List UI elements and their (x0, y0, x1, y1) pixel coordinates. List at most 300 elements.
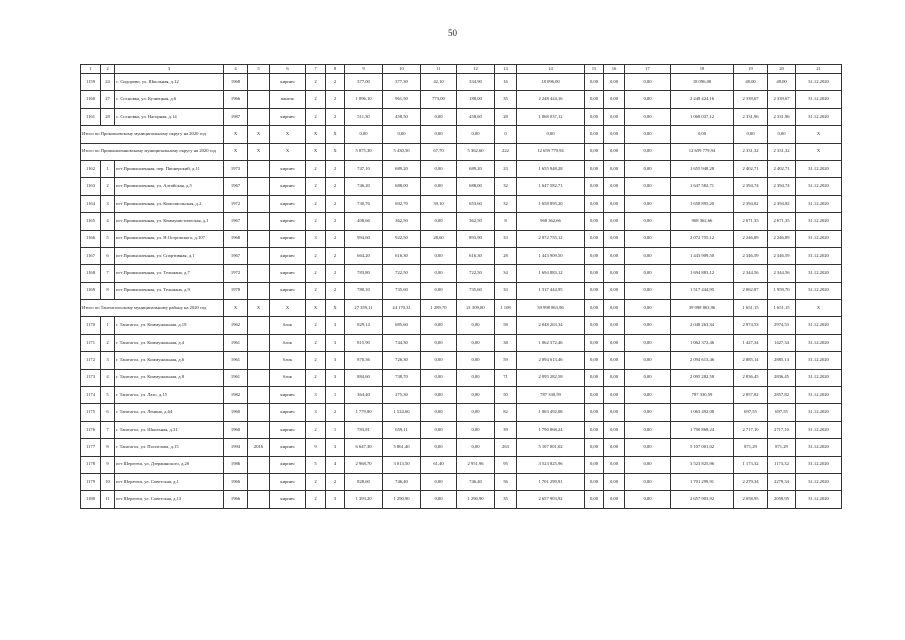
table-cell: 2 (306, 473, 326, 490)
table-cell: 1967 (224, 178, 248, 195)
table-cell: 458,60 (457, 108, 495, 125)
table-cell: 48,00 (768, 74, 796, 91)
table-cell (248, 334, 270, 351)
table-cell: 59 (495, 352, 517, 369)
column-number: 14 (517, 65, 585, 74)
table-row (81, 456, 842, 473)
table-cell: кирпич (270, 404, 306, 421)
table-cell: 35 (495, 491, 517, 508)
table-cell: 2 (326, 160, 345, 177)
table-cell: 0,00 (625, 282, 671, 299)
table-cell: 1 647 582,71 (517, 178, 585, 195)
table-cell: 0,00 (585, 230, 604, 247)
table-cell: 1159 (81, 74, 101, 91)
table-cell: 2 (326, 195, 345, 212)
table-cell: 0 (495, 126, 517, 143)
table-cell: 0,00 (625, 352, 671, 369)
table-cell: с. Сосновка, ул. Кузнецкая, д.6 (115, 91, 224, 108)
table-cell: 1987 (224, 108, 248, 125)
table-cell: 1967 (224, 247, 248, 264)
table-cell: 688,00 (383, 178, 421, 195)
table-cell: 689,20 (383, 160, 421, 177)
table-cell: 31.12.2020 (796, 213, 842, 230)
table-cell: 2 857,82 (734, 387, 768, 404)
table-cell: 0,00 (604, 404, 625, 421)
table-cell: 0,00 (625, 74, 671, 91)
table-cell: 3 523 825,96 (517, 456, 585, 473)
table-cell: 0,00 (671, 126, 734, 143)
table-cell: 0,00 (421, 421, 457, 438)
table-cell: 2 (326, 213, 345, 230)
table-cell: 1994 (224, 439, 248, 456)
table-row (81, 317, 842, 334)
table-cell: 2 072 755,12 (671, 230, 734, 247)
table-cell: 0,00 (604, 91, 625, 108)
table-cell: 0,00 (625, 178, 671, 195)
table-cell: 5 430,50 (383, 143, 421, 160)
table-cell: 511,30 (345, 108, 383, 125)
table-cell: 0,00 (585, 334, 604, 351)
table-cell: 2 246,89 (734, 230, 768, 247)
table-cell: 2 248 424,16 (517, 91, 585, 108)
table-cell: 2 (326, 265, 345, 282)
table-cell (248, 247, 270, 264)
table-cell: 1 062 372,46 (671, 334, 734, 351)
table-cell (248, 230, 270, 247)
table-cell: с. Сидорово, ул. Школьная, д.12 (115, 74, 224, 91)
column-number: 1 (81, 65, 101, 74)
table-cell: 82 (495, 404, 517, 421)
column-number: 3 (115, 65, 224, 74)
table-cell: 773,00 (421, 91, 457, 108)
table-cell: 1 655 948,28 (517, 160, 585, 177)
table-cell: 1174 (81, 387, 101, 404)
table-cell: 12 659 779,94 (517, 143, 585, 160)
summary-label: Итого по Прокопьевскому муниципальному округу на 2020 год (81, 126, 224, 143)
table-cell: 747,10 (345, 160, 383, 177)
table-cell: 0,00 (625, 91, 671, 108)
table-cell: 7 (101, 421, 115, 438)
table-cell: 1427,34 (768, 334, 796, 351)
table-cell: 2 (326, 282, 345, 299)
table-cell: пгт Шерегеш, ул. Советская, д.13 (115, 491, 224, 508)
table-cell: 1986 (224, 456, 248, 473)
table-cell: пгт Промышленная, ул. Спортивная, д.1 (115, 247, 224, 264)
table-cell: 8 (101, 282, 115, 299)
table-cell: 8 (101, 439, 115, 456)
table-cell: 0,00 (421, 265, 457, 282)
table-cell: блок (270, 317, 306, 334)
table-cell: пгт Промышленная, ул. Тельмана, д.7 (115, 265, 224, 282)
table-cell: 1961 (224, 334, 248, 351)
table-cell: X (796, 300, 842, 317)
column-number: 5 (248, 65, 270, 74)
table-cell: 0,00 (604, 126, 625, 143)
table-cell: 871,29 (734, 439, 768, 456)
table-cell: 0,00 (585, 91, 604, 108)
table-cell: 58 (495, 317, 517, 334)
table-cell: 61,40 (421, 456, 457, 473)
table-cell: 31.12.2020 (796, 439, 842, 456)
table-cell: 0,00 (625, 317, 671, 334)
table-cell: 0,00 (585, 456, 604, 473)
table-cell: кирпич (270, 160, 306, 177)
table-cell: 0,00 (585, 439, 604, 456)
table-cell: 3 (306, 387, 326, 404)
table-cell: 1172 (81, 352, 101, 369)
table-cell: 0,00 (625, 195, 671, 212)
table-cell: X (306, 126, 326, 143)
table-cell (248, 352, 270, 369)
table-cell: 1165 (81, 213, 101, 230)
table-cell: 2 (306, 352, 326, 369)
table-cell: 31.12.2020 (796, 491, 842, 508)
table-row (81, 178, 842, 195)
table-cell: 222 (495, 143, 517, 160)
table-cell: 2 885,14 (734, 352, 768, 369)
table-cell: 0,00 (604, 439, 625, 456)
table-cell: 1 651,15 (768, 300, 796, 317)
table-cell: 0,00 (604, 317, 625, 334)
summary-row (81, 126, 842, 143)
table-cell: 5 875,30 (345, 143, 383, 160)
table-cell: 0,00 (457, 126, 495, 143)
table-cell: 783,80 (345, 265, 383, 282)
table-cell: 10 (101, 473, 115, 490)
table-cell: 3 (101, 352, 115, 369)
table-cell: 0,00 (625, 247, 671, 264)
table-cell: 1962 (224, 317, 248, 334)
table-cell: 2885,14 (768, 352, 796, 369)
table-cell (248, 317, 270, 334)
table-cell: 39 998 863,96 (517, 300, 585, 317)
table-row (81, 91, 842, 108)
table-cell: 39 (495, 421, 517, 438)
table-cell: 0,00 (604, 352, 625, 369)
table-cell: 2 394,82 (768, 195, 796, 212)
table-cell: блок (270, 369, 306, 386)
table-cell: 1 694 883,12 (671, 265, 734, 282)
table-row (81, 230, 842, 247)
table-cell: 0,00 (585, 404, 604, 421)
table-cell: 0,00 (585, 473, 604, 490)
table-cell: X (224, 143, 248, 160)
table-cell: 2058,95 (768, 491, 796, 508)
table-cell: 870,36 (345, 352, 383, 369)
table-cell: 2 095 282,58 (671, 369, 734, 386)
table-cell: 0,00 (604, 178, 625, 195)
table-cell: 0,00 (457, 439, 495, 456)
table-cell: 6 (101, 404, 115, 421)
table-cell: 1 694 883,12 (517, 265, 585, 282)
table-cell: 0,00 (457, 387, 495, 404)
table-cell: 1 (101, 160, 115, 177)
table-cell: 2 062,87 (734, 282, 768, 299)
table-cell: 0,00 (585, 421, 604, 438)
table-cell: 0,00 (585, 247, 604, 264)
table-cell (248, 387, 270, 404)
table-cell: X (270, 300, 306, 317)
table-cell: X (326, 300, 345, 317)
table-cell: 28 (495, 108, 517, 125)
table-cell: 0,00 (585, 317, 604, 334)
table-cell: 2 671,35 (734, 213, 768, 230)
table-cell: 28 (495, 247, 517, 264)
table-cell: с. Сосновка, ул. Нагорная, д.14 (115, 108, 224, 125)
table-cell: 1173 (81, 369, 101, 386)
table-cell: 24 (101, 74, 115, 91)
table-cell: 0,00 (421, 160, 457, 177)
table-cell: 4 (101, 213, 115, 230)
table-cell: 4 (326, 456, 345, 473)
table-row (81, 334, 842, 351)
table-cell: кирпич (270, 439, 306, 456)
table-cell: 659,11 (383, 421, 421, 438)
table-cell: 5 107 001,02 (671, 439, 734, 456)
table-cell: 2 (306, 247, 326, 264)
table-cell: 0,00 (604, 74, 625, 91)
table-cell: 2 (306, 491, 326, 508)
table-cell: 0,00 (625, 369, 671, 386)
table-cell: 3 (326, 334, 345, 351)
table-cell: 1175 (81, 404, 101, 421)
table-cell: кирпич (270, 178, 306, 195)
table-cell: 5 861,40 (383, 439, 421, 456)
table-cell: 1173,32 (768, 456, 796, 473)
table-cell: 2 968,70 (345, 456, 383, 473)
column-number: 9 (345, 65, 383, 74)
table-cell: 5 (101, 387, 115, 404)
table-cell: 0,00 (625, 230, 671, 247)
table-cell: 893,90 (457, 230, 495, 247)
table-cell: 1968 (224, 230, 248, 247)
table-cell: 1160 (81, 91, 101, 108)
table-cell: 38 (495, 334, 517, 351)
table-cell: 746,40 (383, 473, 421, 490)
table-cell: 1170 (81, 317, 101, 334)
table-cell: X (224, 300, 248, 317)
table-cell: пгт Промышленная, пер. Пионерский, д.11 (115, 160, 224, 177)
table-cell: 95 (495, 456, 517, 473)
table-cell: 31.12.2020 (796, 404, 842, 421)
table-cell: 0,00 (457, 369, 495, 386)
table-cell: 2 058,95 (734, 491, 768, 508)
table-cell: 1177 (81, 439, 101, 456)
table-cell: 1 063 492,08 (671, 404, 734, 421)
table-cell: 2 394,74 (768, 178, 796, 195)
table-cell: 362,50 (383, 213, 421, 230)
table-cell: 2 402,71 (734, 160, 768, 177)
table-cell: 3 (326, 439, 345, 456)
table-cell: 28 (101, 108, 115, 125)
table-cell: 1961 (224, 369, 248, 386)
table-cell: 6 (101, 247, 115, 264)
table-cell: 2 (326, 473, 345, 490)
table-cell: 18 096,00 (671, 74, 734, 91)
table-cell: 32 (495, 178, 517, 195)
table-cell: 0,00 (421, 439, 457, 456)
table-cell: кирпич (270, 230, 306, 247)
table-cell (248, 108, 270, 125)
table-row (81, 421, 842, 438)
column-number: 11 (421, 65, 457, 74)
table-cell: 2279,34 (768, 473, 796, 490)
table-cell: 2 (306, 160, 326, 177)
table-cell: кирпич (270, 74, 306, 91)
table-cell: 3 013,50 (383, 456, 421, 473)
table-cell: 0,00 (604, 421, 625, 438)
table-cell: 1 443 909,50 (671, 247, 734, 264)
table-cell: 0,00 (421, 334, 457, 351)
table-cell (248, 456, 270, 473)
table-cell: 0,00 (625, 439, 671, 456)
table-cell: X (224, 126, 248, 143)
table-cell: г. Таштагол, ул. Поспелова, д.15 (115, 439, 224, 456)
table-cell: 1164 (81, 195, 101, 212)
table-cell: 2 657 903,92 (517, 491, 585, 508)
table-row (81, 247, 842, 264)
table-row (81, 265, 842, 282)
table-cell: 0,00 (585, 387, 604, 404)
table-cell: 1 063 492,08 (517, 404, 585, 421)
table-cell: 23 (495, 160, 517, 177)
table-cell: 1 (101, 317, 115, 334)
table-cell: 1163 (81, 178, 101, 195)
table-cell: 3 (326, 369, 345, 386)
table-cell: 2 (306, 195, 326, 212)
table-cell: 1978 (224, 282, 248, 299)
table-cell: 31.12.2020 (796, 195, 842, 212)
summary-label: Итого по Таштагольскому муниципальному району на 2020 год (81, 300, 224, 317)
table-cell: 0,00 (457, 352, 495, 369)
table-cell: 0,00 (517, 126, 585, 143)
table-cell: 3 (326, 352, 345, 369)
table-cell: 0,00 (457, 334, 495, 351)
table-cell: 2 072 755,12 (517, 230, 585, 247)
table-cell: 735,60 (383, 282, 421, 299)
table-row (81, 387, 842, 404)
table-cell: пгт Промышленная, ул. Алтайская, д.5 (115, 178, 224, 195)
table-cell: 689,20 (457, 160, 495, 177)
table-cell: 2 (306, 369, 326, 386)
table-cell: 726,30 (383, 352, 421, 369)
table-cell: X (326, 143, 345, 160)
table-cell: 2 344,56 (768, 265, 796, 282)
table-cell: 0,00 (604, 213, 625, 230)
table-cell: 24 170,31 (383, 300, 421, 317)
table-row (81, 108, 842, 125)
table-row (81, 74, 842, 91)
table-cell: 722,50 (383, 265, 421, 282)
table-cell: 884,60 (345, 369, 383, 386)
table-cell: 2 095 282,58 (517, 369, 585, 386)
table-cell: 2 (306, 282, 326, 299)
table-cell: 0,00 (585, 160, 604, 177)
table-cell: 1 (326, 387, 345, 404)
table-cell: 2 (306, 265, 326, 282)
table-cell: 2836,45 (768, 369, 796, 386)
table-cell: пгт Промышленная, ул. Комсомольская, д.2 (115, 195, 224, 212)
table-cell: 0,00 (604, 143, 625, 160)
table-cell: 2016 (248, 439, 270, 456)
table-cell: 1 658 895,20 (517, 195, 585, 212)
table-cell: 34 (495, 265, 517, 282)
table-cell: г. Таштагол, ул. Коммунальная, д.19 (115, 317, 224, 334)
column-number: 17 (625, 65, 671, 74)
table-cell: 31.12.2020 (796, 91, 842, 108)
table-cell: 0,00 (625, 491, 671, 508)
column-number: 20 (768, 65, 796, 74)
table-cell: 1167 (81, 247, 101, 264)
table-cell: 0,00 (604, 491, 625, 508)
table-cell: 2 (306, 334, 326, 351)
table-cell: 11 (101, 491, 115, 508)
table-cell: 1 790 868,24 (517, 421, 585, 438)
table-cell: 1161 (81, 108, 101, 125)
table-cell: 2974,53 (768, 317, 796, 334)
column-number: 7 (306, 65, 326, 74)
table-cell: X (326, 126, 345, 143)
table-cell (248, 213, 270, 230)
table-cell: 0,00 (625, 456, 671, 473)
table-cell: 2 331,96 (734, 108, 768, 125)
table-cell: 0,00 (585, 213, 604, 230)
table-cell: 0,00 (625, 421, 671, 438)
table-cell: 31.12.2020 (796, 230, 842, 247)
table-cell: 42,10 (421, 74, 457, 91)
table-cell: 0,00 (345, 126, 383, 143)
table-cell: 2 346,59 (768, 247, 796, 264)
table-cell: 828,60 (345, 473, 383, 490)
table-cell: 1972 (224, 195, 248, 212)
table-cell: 871,29 (768, 439, 796, 456)
column-number: 16 (604, 65, 625, 74)
table-cell: 1 290,90 (457, 491, 495, 508)
table-cell: 31.12.2020 (796, 282, 842, 299)
page-number: 50 (448, 28, 457, 38)
table-cell: 1168 (81, 265, 101, 282)
table-cell: 1 443 909,50 (517, 247, 585, 264)
table-cell: 458,50 (383, 108, 421, 125)
table-row (81, 439, 842, 456)
table-cell: пгт Шерегеш, ул. Советская, д.1 (115, 473, 224, 490)
table-cell: 0,00 (585, 265, 604, 282)
table-cell: X (306, 300, 326, 317)
column-number: 6 (270, 65, 306, 74)
table-cell: 2 671,35 (768, 213, 796, 230)
table-cell: 0,00 (421, 369, 457, 386)
table-row (81, 213, 842, 230)
table-cell: 31.12.2020 (796, 369, 842, 386)
table-cell (248, 369, 270, 386)
table-cell: 0,00 (421, 317, 457, 334)
table-cell: 5 362,60 (457, 143, 495, 160)
table-cell: 0,00 (383, 126, 421, 143)
table-cell: кирпич (270, 282, 306, 299)
table-cell: 1 959,70 (768, 282, 796, 299)
table-cell: 697,55 (768, 404, 796, 421)
table-cell: 31.12.2020 (796, 265, 842, 282)
table-cell: 0,00 (421, 473, 457, 490)
table-cell: 9 (306, 439, 326, 456)
table-cell: 2 (306, 317, 326, 334)
table-cell: 2 094 613,46 (671, 352, 734, 369)
table-cell (248, 178, 270, 195)
table-cell: 0,00 (585, 143, 604, 160)
table-cell: г. Таштагол, ул. Школьная, д.31 (115, 421, 224, 438)
table-cell: 1171 (81, 334, 101, 351)
table-cell: 2 394,74 (734, 178, 768, 195)
